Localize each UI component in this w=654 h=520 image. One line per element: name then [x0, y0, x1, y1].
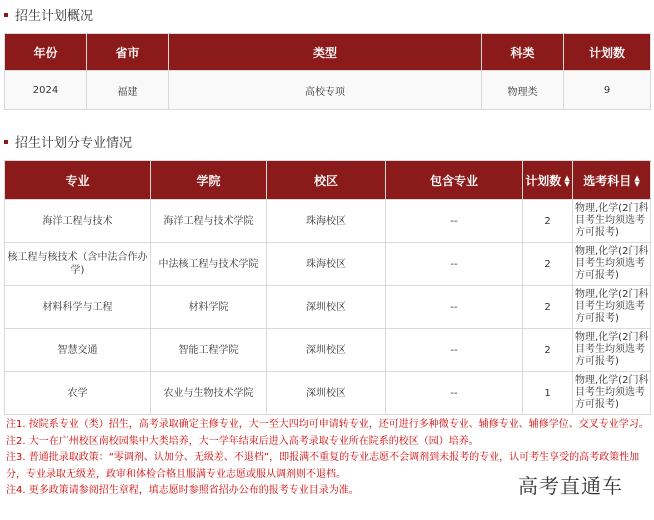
major-table	[4, 160, 651, 415]
table-row	[5, 286, 651, 329]
column-header: 年份	[5, 34, 87, 71]
column-header-sortable[interactable]	[523, 161, 573, 200]
section-title-text: 招生计划概况	[15, 9, 94, 24]
cell-college: 海洋工程与技术学院	[151, 200, 267, 243]
note-item: 注2. 大一在广州校区南校园集中大类培养，大一学年结束后进入高考录取专业所在院系的校区（园）培养。	[6, 435, 479, 447]
cell-campus: 珠海校区	[267, 243, 386, 286]
table-row	[5, 243, 651, 286]
table-row	[5, 372, 651, 415]
cell-campus: 深圳校区	[267, 329, 386, 372]
bullet-icon	[4, 140, 8, 144]
section-title-majors	[4, 132, 132, 151]
column-header: 省市	[87, 34, 169, 71]
sort-icon[interactable]: ▲ ▼	[634, 174, 640, 188]
cell-year: 2024	[5, 71, 87, 110]
section-title-overview	[4, 5, 93, 24]
cell-plan-count: 2	[523, 243, 573, 286]
note-item: 注4. 更多政策请参阅招生章程，填志愿时参照省招办公布的报考专业目录为准。	[6, 485, 359, 496]
cell-major: 海洋工程与技术	[5, 200, 151, 243]
cell-campus: 深圳校区	[267, 286, 386, 329]
cell-subjects: 物理,化学(2门科目考生均须选考方可报考)	[573, 200, 651, 243]
cell-subjects: 物理,化学(2门科目考生均须选考方可报考)	[573, 329, 651, 372]
column-header-label: 选考科目	[583, 173, 632, 188]
note-item: 注3. 普通批录取政策：“零调剂、认加分、无级差、不退档”，即报满不重复的专业志愿不会调剂到未报考的专业，认可考生享受的高考政策性加分，专业录取无级差，政审和体检合格且服满专业志愿或服从调剂则不退档。	[6, 452, 640, 480]
sort-icon[interactable]: ▲ ▼	[564, 174, 570, 188]
cell-plan-count: 1	[523, 372, 573, 415]
table-header-row	[5, 161, 651, 200]
watermark-logo: 高考直通车	[514, 470, 627, 499]
column-header: 专业	[5, 161, 151, 200]
cell-college: 材料学院	[151, 286, 267, 329]
cell-included-majors: --	[386, 329, 523, 372]
column-header: 学院	[151, 161, 267, 200]
cell-type: 高校专项	[169, 71, 482, 110]
cell-major: 智慧交通	[5, 329, 151, 372]
column-header: 科类	[482, 34, 564, 71]
cell-included-majors: --	[386, 200, 523, 243]
cell-subjects: 物理,化学(2门科目考生均须选考方可报考)	[573, 372, 651, 415]
cell-plan-count: 2	[523, 329, 573, 372]
cell-subjects: 物理,化学(2门科目考生均须选考方可报考)	[573, 243, 651, 286]
cell-category: 物理类	[482, 71, 564, 110]
cell-included-majors: --	[386, 286, 523, 329]
table-header-row	[5, 34, 651, 71]
cell-major: 核工程与核技术（含中法合作办学)	[5, 243, 151, 286]
cell-plan-count: 2	[523, 200, 573, 243]
cell-college: 农业与生物技术学院	[151, 372, 267, 415]
bullet-icon	[4, 13, 8, 17]
cell-campus: 深圳校区	[267, 372, 386, 415]
note-item: 注1. 按院系专业（类）招生，高考录取确定主修专业，大一至大四均可申请转专业，还可进行多种微专业、辅修专业、辅修学位、交叉专业学习。	[6, 419, 649, 430]
table-row	[5, 200, 651, 243]
cell-subjects: 物理,化学(2门科目考生均须选考方可报考)	[573, 286, 651, 329]
column-header: 包含专业	[386, 161, 523, 200]
cell-included-majors: --	[386, 243, 523, 286]
table-row	[5, 329, 651, 372]
cell-included-majors: --	[386, 372, 523, 415]
column-header-label: 计划数	[525, 173, 562, 188]
column-header: 校区	[267, 161, 386, 200]
cell-plan-count: 9	[564, 71, 651, 110]
cell-province: 福建	[87, 71, 169, 110]
column-header: 类型	[169, 34, 482, 71]
cell-plan-count: 2	[523, 286, 573, 329]
table-row	[5, 71, 651, 110]
column-header-sortable[interactable]	[573, 161, 651, 200]
overview-table	[4, 33, 651, 110]
cell-college: 中法核工程与技术学院	[151, 243, 267, 286]
cell-college: 智能工程学院	[151, 329, 267, 372]
cell-campus: 珠海校区	[267, 200, 386, 243]
section-title-text: 招生计划分专业情况	[15, 136, 133, 151]
cell-major: 农学	[5, 372, 151, 415]
cell-major: 材料科学与工程	[5, 286, 151, 329]
column-header: 计划数	[564, 34, 651, 71]
